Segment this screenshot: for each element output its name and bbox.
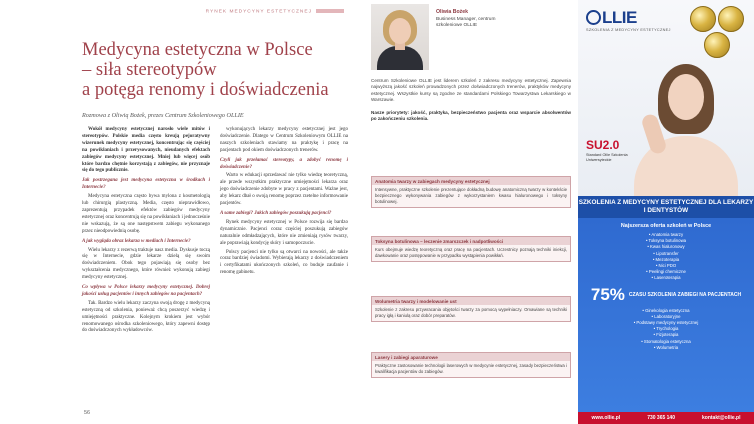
author-bio-block [371, 78, 571, 122]
title-line: a potęga renomy i doświadczenia [82, 80, 329, 100]
info-box-body: Intensywne, praktyczne szkolenie prezentujące dokładną budowę anatomiczną twarzy w kontekście bezpiecznego wykonywania zabiegów z wykorzystaniem kwasu hialuronowego i toksyny botulinowej. [375, 187, 567, 204]
ollie-advertisement [578, 0, 754, 424]
article-intro: Rozmowa z Oliwią Bożek, prezes Centrum Szkoleniowego OLLIE [82, 112, 244, 119]
running-head: RYNEK MEDYCYNY ESTETYCZNEJ [206, 9, 344, 14]
interview-question: Jak postrzegana jest medycyna estetyczna w środkach i Internecie? [82, 178, 210, 191]
ad-email-link[interactable]: kontakt@ollie.pl [701, 415, 741, 421]
interview-question: A same zabiegi? Jakich zabiegów poszukują pacjenci? [220, 210, 332, 216]
page-number: 56 [84, 410, 91, 416]
ad-offer-heading: Najszersza oferta szkoleń w Polsce [620, 223, 712, 229]
info-box [371, 352, 571, 378]
author-bio: Centrum Szkoleniowe OLLIE jest liderem szkoleń z zakresu medycyny estetycznej. Zapewnia najwyższą jakość szkoleń prowadzonych przez doświadczonych trenerów, praktyków medycyny estetycznej. Wszystkie kursy są zgodne ze standardami Polskiego Towarzystwa Lekarskiego w Warszawie. [371, 78, 571, 103]
article-title [82, 40, 348, 100]
ad-course-item: • Wolumetria [653, 344, 679, 350]
interview-question: A jak wygląda obraz lekarza w mediach i Internecie? [82, 238, 191, 244]
article-paragraph: Rynek medycyny estetycznej w Polsce rozwija się bardzo dynamicznie. Pacjenci coraz częściej poszukują zabiegów naturalnie odmładzających, które nie zmieniają rysów twarzy, ale poprawiają kondycję skóry i samopoczucie. [220, 219, 348, 246]
info-box-head: Wolumetria twarzy i modelowanie ust [372, 297, 570, 305]
left-page [0, 0, 362, 424]
ad-percentage-text: CZASU SZKOLENIA ZABIEGI NA PACJENTACH [628, 291, 742, 298]
info-box [371, 236, 571, 262]
award-medal-icon [690, 6, 716, 32]
ad-course-item: • Ginekologia estetyczna [642, 307, 690, 313]
article-paragraph: Wokół medycyny estetycznej narosło wiele mitów i stereotypów. Polskie media często kreują pejoratywny wizerunek medycyny estetycznej, koncentrując się częściej na powikłaniach i przerysowanych, nieudanych efektach zabiegów medycyny estetycznej. Mniej lub więcej osób które bardzo chętnie korzystają z zabiegów, nie przyznaje się do tego publicznie. [82, 127, 210, 174]
ad-course-item: • Kwas hialuronowy [647, 244, 685, 250]
ad-hero [578, 0, 754, 196]
info-box-body: Praktyczne zastosowanie technologii laserowych w medycynie estetycznej, zasady bezpieczeństwa i kwalifikacja pacjentów do zabiegów. [375, 363, 567, 374]
info-box-head: Anatomia twarzy w zabiegach medycyny estetycznej [372, 177, 570, 185]
article-paragraph: Medycyna estetyczna często bywa mylona z kosmetologią lub chirurgią plastyczną. Media, często nieprawidłowo, zaprezentują przypadek efektów zabiegów medycyny estetycznej oraz koncentrują się na powikłaniach i jednocześnie nie wskazują, że są one następstwem zabiegu wykonanego przez nieodpowiednią osobę. [82, 194, 210, 234]
award-medal-icon [704, 32, 730, 58]
author-info [436, 9, 516, 29]
ad-phone: 730 365 140 [647, 415, 675, 421]
ad-course-item: • Nici PDO [655, 263, 677, 269]
info-box-head: Lasery i zabiegi aparaturowe [372, 353, 570, 361]
author-role: Business Manager, centrum szkoleniowe OLLIE [436, 17, 496, 28]
ad-course-list-2 [578, 308, 754, 351]
ad-course-item: • Toksyna botulinowa [645, 238, 687, 244]
info-box [371, 296, 571, 322]
ad-contact-bar [578, 412, 754, 424]
author-bio-bold: Nasze priorytety: jakość, praktyka, bezpieczeństwo pacjenta oraz wsparcie absolwentów po zakończeniu szkolenia. [371, 109, 571, 122]
ad-course-item: • Stomatologia estetyczna [641, 338, 691, 344]
article-paragraph: Tak. Bardzo wielu lekarzy zaczyna swoją drogę z medycyną estetyczną od szkolenia, ponieważ chcą poszerzyć wiedzę i umiejętności praktyczne. Kolejnym krokiem jest wybór renomowanego ośrodka szkoleniowego, który zapewni dostęp do doświadczonych wykładowców. [82, 300, 210, 334]
su-logo: SU2.0 Standard Ollie Szkolenia Uniwersyteckie [586, 138, 628, 162]
interview-question: Co wpływa w Polsce lekarzy medycyny estetycznej. Dobrej jakości usług pacjentów i innych zabiegów na pacjentach? [82, 285, 210, 297]
article-column-2 [220, 127, 348, 424]
info-box-head: Toksyna botulinowa – leczenie zmarszczek i nadpotliwości [372, 237, 570, 245]
info-box-body: Szkolenie z zakresu przywracania objętości twarzy za pomocą wypełniaczy. Omawiane są techniki pracy igłą i kaniulą oraz dobór preparatów. [375, 307, 567, 318]
interview-question: Czyli jak przełamać stereotypy, a zdobyć renomę i doświadczenie? [220, 157, 348, 170]
ad-course-item: • Laboratoryjne [651, 313, 681, 319]
author-photo [371, 4, 429, 70]
award-medal-icon [718, 6, 744, 32]
ad-website-link[interactable]: www.ollie.pl [591, 415, 621, 421]
ad-course-item: • Trychologia [653, 326, 679, 332]
article-paragraph: Polscy pacjenci nie tylko są otwarci na nowości, ale także coraz bardziej świadomi. Wybierają lekarzy z doświadczeniem i certyfikatami ukończonych szkoleń, co buduje zaufanie i renomę gabinetu. [220, 249, 348, 276]
ad-offer-panel [578, 218, 754, 412]
article-paragraph: Wielu lekarzy z rezerwą traktuje nasz media. Dyskusje toczą się w Internecie, gdzie lekarze dzielą się swoim doświadczeniem. Obok tego pojawiają się osoby bez wykształcenia medycznego, które również wykonują zabiegi medycyny estetycznej. [82, 247, 210, 281]
author-name: Oliwia Bożek [436, 9, 468, 15]
article-column-1 [82, 127, 210, 424]
info-box-body: Kurs obejmuje wiedzę teoretyczną oraz pracę na pacjentach. Uczestnicy poznają techniki iniekcji, dawkowanie oraz postępowanie w przypadku wystąpienia powikłań. [375, 247, 567, 258]
ad-course-item: • Peelingi chemiczne [646, 269, 686, 275]
ad-percentage-value: 75% [590, 284, 625, 304]
info-box [371, 176, 571, 208]
ad-course-item: • Laseroterapia [651, 275, 681, 281]
ad-model-photo [624, 62, 744, 196]
ad-course-item: • Lipotransfer [653, 250, 679, 256]
ad-course-item: • Fizjoterapia [653, 332, 679, 338]
ad-tagline: SZKOLENIA Z MEDYCYNY ESTETYCZNEJ [586, 28, 671, 32]
ad-headline-band: SZKOLENIA Z MEDYCYNY ESTETYCZNEJ DLA LEKARZY I DENTYSTÓW [578, 196, 754, 218]
article-paragraph: Warto w edukacji sprzedawać nie tylko wiedzę teoretyczną, ale przede wszystkim praktyczne umiejętności lekarza oraz jego doświadczenie zdobyte w pracy z pacjentami. Ważne jest, aby lekarz dbał o swoją renomę poprzez rzetelne informowanie pacjentów. [220, 173, 348, 207]
ad-percentage [578, 285, 754, 305]
title-line: Medycyna estetyczna w Polsce [82, 40, 313, 60]
article-columns [82, 127, 348, 424]
right-page [362, 0, 754, 424]
ollie-logo: LLIE [586, 8, 637, 28]
ad-course-item: • Podstawy medycyny estetycznej [633, 320, 699, 326]
article-paragraph: wykonujących lekarzy medycyny estetycznej jest jego doświadczenie. Dlatego w Centrum Szkoleniowym OLLIE na naszych szkoleniach stawiamy na praktykę i pracę na pacjentach pod okiem doświadczonych trenerów. [220, 127, 348, 153]
ad-course-item: • Mezoterapia [652, 256, 680, 262]
ad-course-item: • Anatomia twarzy [648, 232, 684, 237]
title-line: – siła stereotypów [82, 60, 217, 80]
ad-course-list [578, 232, 754, 282]
